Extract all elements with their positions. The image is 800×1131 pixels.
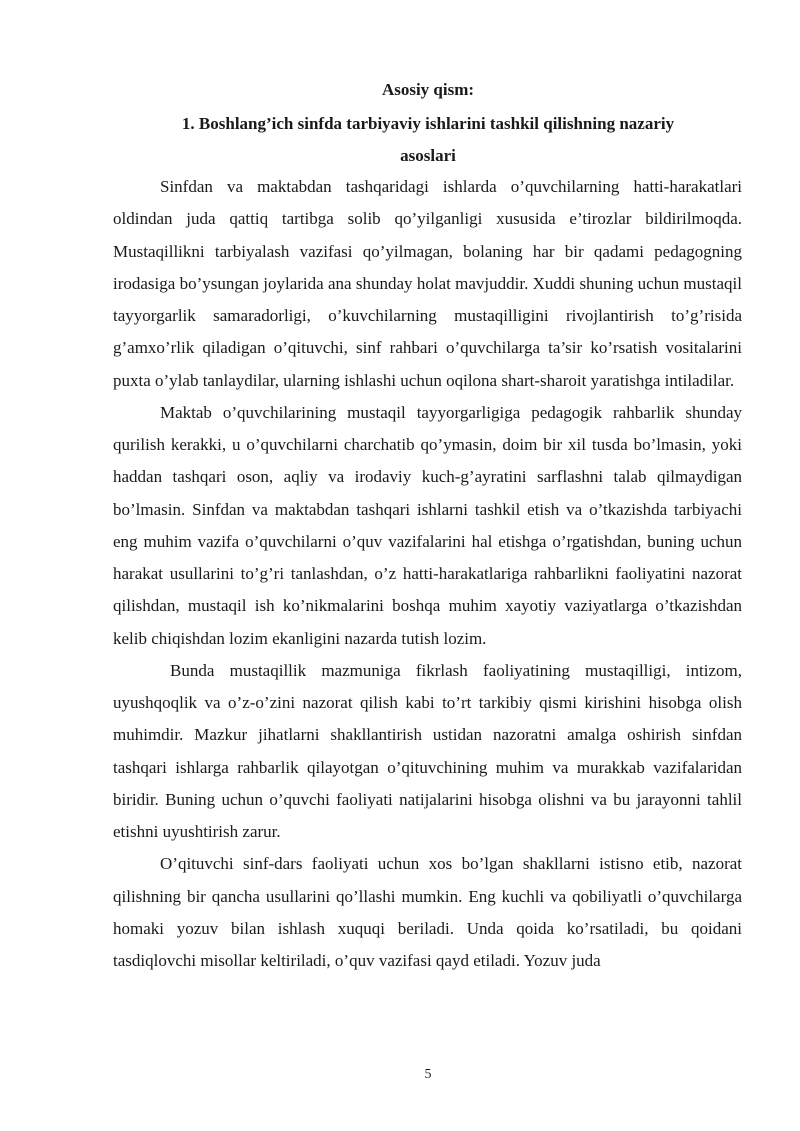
paragraph-3: Bunda mustaqillik mazmuniga fikrlash faoliyatining mustaqilligi, intizom, uyushqoqlik va o’z-o’zini nazorat qilish kabi to’rt tarkibiy qismi kirishini hisobga olish muhimdir. Mazkur jihatlarni shakllantirish ustidan nazoratni amalga oshirish sinfdan tashqari ishlarga rahbarlik qilayotgan o’qituvchining muhim va murakkab vazifalaridan biridir. Buning uchun o’quvchi faoliyati natijalarini hisobga olishni va bu jarayonni tahlil etishni uyushtirish zarur. (113, 660, 742, 841)
page-number: 5 (424, 1067, 432, 1082)
paragraph-2: Maktab o’quvchilarining mustaqil tayyorgarligiga pedagogik rahbarlik shunday qurilish kerakki, u o’quvchilarni charchatib qo’ymasin, doim bir xil tusda bo’lmasin, yoki haddan tashqari oson, aqliy va irodaviy kuch-g’ayratini sarflashni talab qilmaydigan bo’lmasin. Sinfdan va maktabdan tashqari ishlarni tashkil etish va o’tkazishda tarbiyachi eng muhim vazifa o’quvchilarni o’quv vazifalarini hal etishga o’rgatishdan, buning uchun harakat usullarini to’g’ri tanlashdan, o’z hatti-harakatlariga rahbarlikni faoliyatini nazorat qilishdan, mustaqil ish ko’nikmalarini boshqa muhim xayotiy vaziyatlarga o’tkazishdan kelib chiqishdan lozim ekanligini nazarda tutish lozim. (113, 402, 742, 648)
paragraph-4: O’qituvchi sinf-dars faoliyati uchun xos bo’lgan shakllarni istisno etib, nazorat qilishning bir qancha usullarini qo’llashi mumkin. Eng kuchli va qobiliyatli o’quvchilarga homaki yozuv bilan ishlash xuquqi beriladi. Unda qoida ko’rsatiladi, bu qoidani tasdiqlovchi misollar keltiriladi, o’quv vazifasi qayd etiladi. Yozuv juda (113, 854, 742, 970)
body-text (113, 171, 742, 977)
paragraph-1: Sinfdan va maktabdan tashqaridagi ishlarda o’quvchilarning hatti-harakatlari oldindan juda qattiq tartibga solib qo’yilganligi xususida e’tirozlar bildirilmoqda. Mustaqillikni tarbiyalash vazifasi qo’yilmagan, bolaning har bir qadami pedagogning irodasiga bo’ysungan joylarida ana shunday holat mavjuddir. Xuddi shuning uchun mustaqil tayyorgarlik samaradorligi, o’kuvchilarning mustaqilligini rivojlantirish to’g’risida g’amxo’rlik qiladigan o’qituvchi, sinf rahbari o’quvchilarga ta’sir ko’rsatish vositalarini puxta o’ylab tanlaydilar, ularning ishlashi uchun oqilona shart-sharoit yaratishga intiladilar. (113, 177, 742, 390)
section-heading-line-1: 1. Boshlang’ich sinfda tarbiyaviy ishlarini tashkil qilishning nazariy (181, 114, 675, 133)
main-heading: Asosiy qism: (381, 80, 475, 99)
section-heading-line-2: asoslari (400, 146, 456, 165)
